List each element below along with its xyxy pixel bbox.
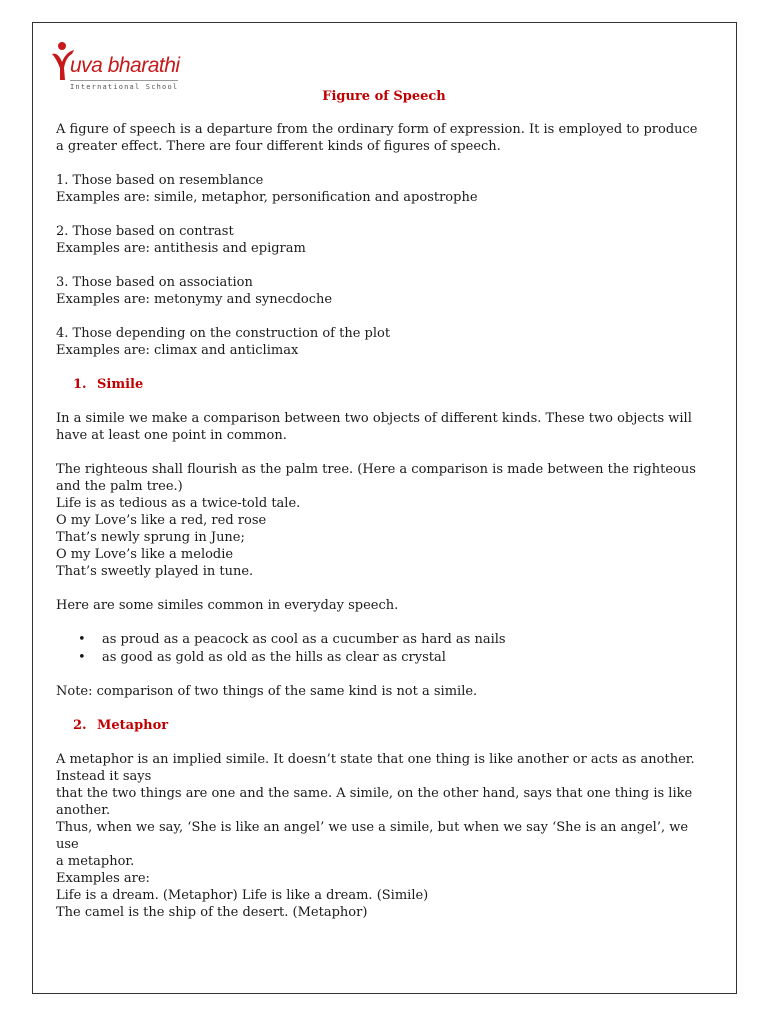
text-line: The righteous shall flourish as the palm tree. (Here a comparison is made between the righteous	[56, 462, 696, 477]
kind-title: 3. Those based on association	[56, 275, 253, 290]
text-line: have at least one point in common.	[56, 428, 287, 443]
text-line: and the palm tree.)	[56, 479, 183, 494]
text-line: Thus, when we say, ‘She is like an angel’ we use a simile, but when we say ‘She is an angel’, we use	[56, 820, 689, 852]
text-line: Life is a dream. (Metaphor) Life is like a dream. (Simile)	[56, 888, 429, 903]
section-heading-simile	[73, 376, 712, 393]
text-line: A figure of speech is a departure from the ordinary form of expression. It is employed to produce	[56, 122, 698, 137]
logo-subtitle: International School	[70, 83, 179, 91]
kind-title: 1. Those based on resemblance	[56, 173, 264, 188]
section-number: 2.	[73, 718, 87, 733]
text-line: Instead it says	[56, 769, 152, 784]
bullet-icon: •	[78, 650, 86, 665]
logo-brand-text: uva bharathi	[70, 54, 180, 77]
list-item	[56, 649, 712, 666]
simile-examples	[56, 461, 712, 580]
simile-definition	[56, 410, 712, 444]
list-item	[56, 631, 712, 648]
kind-examples: Examples are: climax and anticlimax	[56, 343, 299, 358]
text-line: a greater effect. There are four different kinds of figures of speech.	[56, 139, 501, 154]
simile-bullet-list	[56, 631, 712, 666]
kind-item	[56, 274, 712, 308]
text-line: O my Love’s like a red, red rose	[56, 513, 267, 528]
common-similes-intro: Here are some similes common in everyday speech.	[56, 598, 399, 613]
text-line: In a simile we make a comparison between two objects of different kinds. These two objects will	[56, 411, 692, 426]
bullet-icon: •	[78, 632, 86, 647]
text-line: O my Love’s like a melodie	[56, 547, 234, 562]
text-line: Life is as tedious as a twice-told tale.	[56, 496, 301, 511]
kind-examples: Examples are: antithesis and epigram	[56, 241, 306, 256]
kind-item	[56, 223, 712, 257]
text-line: that the two things are one and the same. A simile, on the other hand, says that one thing is like	[56, 786, 693, 801]
metaphor-paragraph	[56, 751, 712, 921]
intro-paragraph	[56, 121, 712, 155]
kind-title: 4. Those depending on the construction of the plot	[56, 326, 391, 341]
page-title: Figure of Speech	[322, 89, 446, 104]
text-line: Examples are:	[56, 871, 150, 886]
section-title: Simile	[97, 377, 144, 392]
text-line: That’s newly sprung in June;	[56, 530, 245, 545]
text-line: That’s sweetly played in tune.	[56, 564, 254, 579]
logo-divider	[70, 80, 178, 81]
document-body	[56, 88, 712, 938]
kind-examples: Examples are: metonymy and synecdoche	[56, 292, 333, 307]
kind-item	[56, 325, 712, 359]
kind-title: 2. Those based on contrast	[56, 224, 234, 239]
text-line: The camel is the ship of the desert. (Metaphor)	[56, 905, 368, 920]
list-item-text: as good as gold as old as the hills as clear as crystal	[102, 650, 446, 665]
kind-item	[56, 172, 712, 206]
text-line: A metaphor is an implied simile. It doesn’t state that one thing is like another or acts as another.	[56, 752, 695, 767]
section-title: Metaphor	[97, 718, 169, 733]
list-item-text: as proud as a peacock as cool as a cucumber as hard as nails	[102, 632, 506, 647]
kind-examples: Examples are: simile, metaphor, personification and apostrophe	[56, 190, 478, 205]
section-number: 1.	[73, 377, 87, 392]
text-line: another.	[56, 803, 111, 818]
simile-note: Note: comparison of two things of the same kind is not a simile.	[56, 684, 478, 699]
section-heading-metaphor	[73, 717, 712, 734]
text-line: a metaphor.	[56, 854, 135, 869]
